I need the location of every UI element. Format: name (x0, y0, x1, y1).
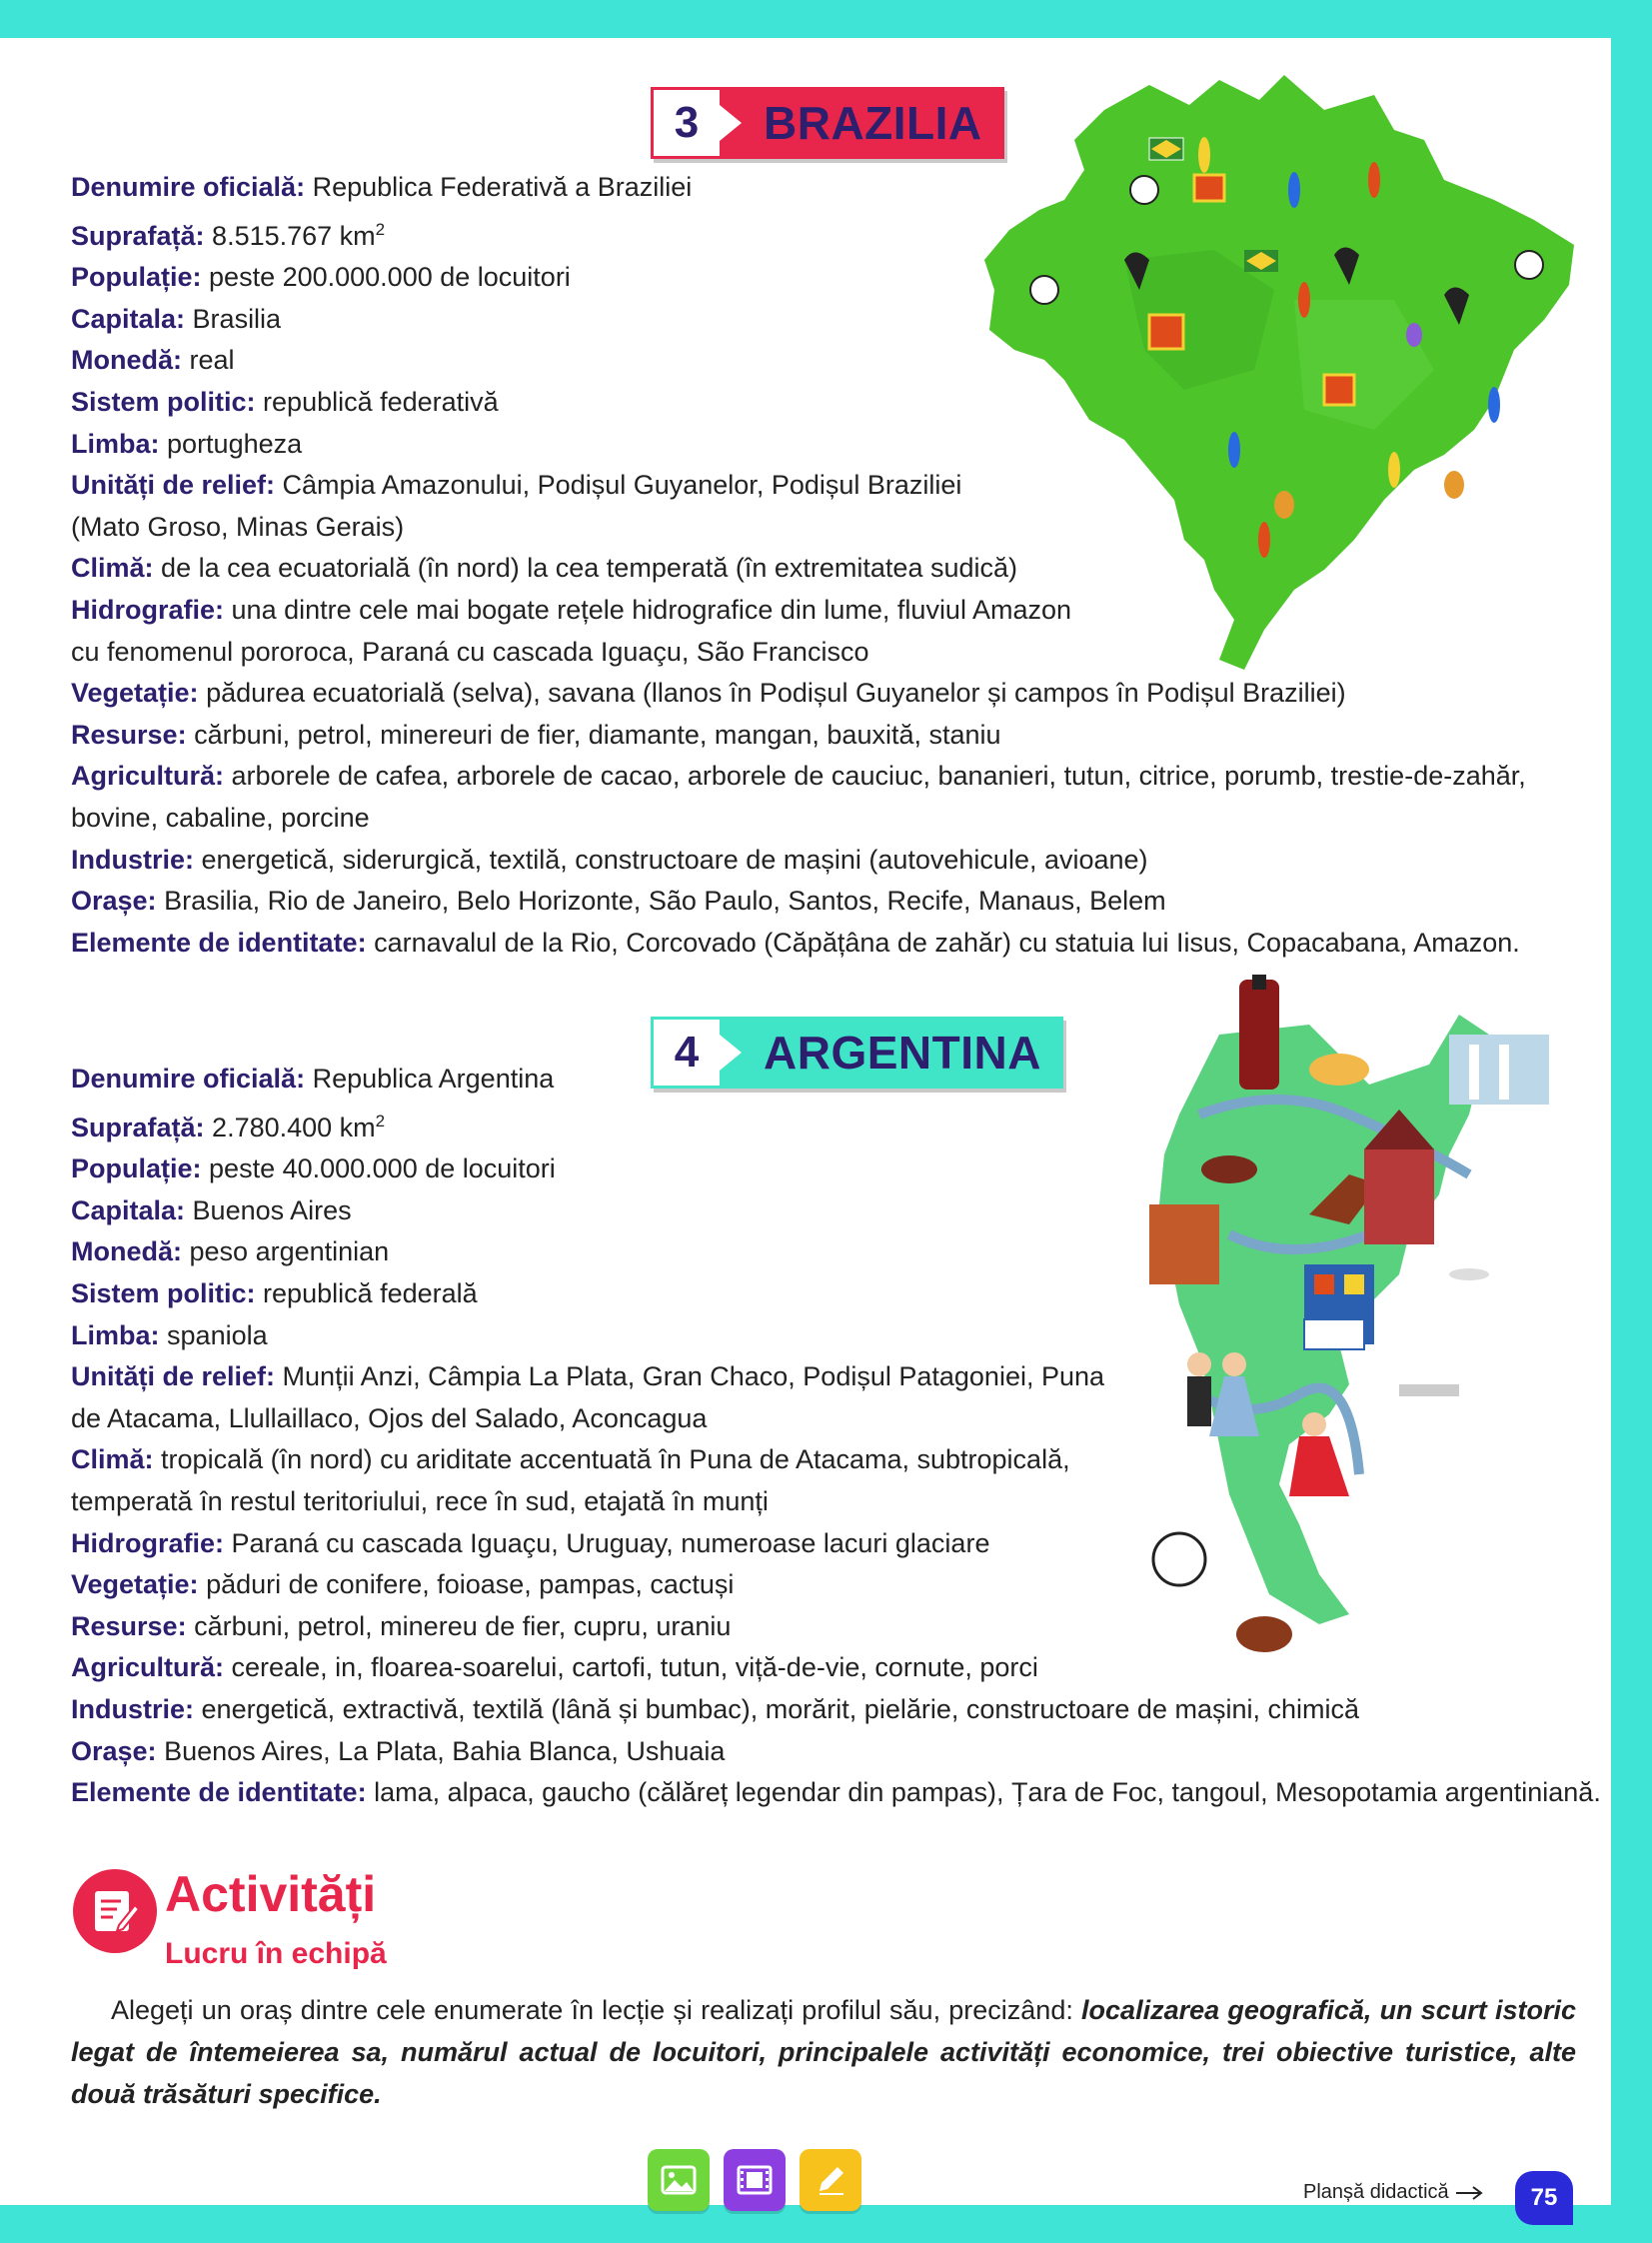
fact-value: temperată în restul teritoriului, rece în sud, etajată în munți (71, 1485, 769, 1516)
fact-value: energetică, siderurgică, textilă, constructoare de mașini (autovehicule, avioane) (201, 844, 1148, 875)
fact-value: peste 200.000.000 de locuitori (209, 262, 571, 293)
fact-value: 8.515.767 km (212, 220, 376, 251)
fact-row (71, 424, 1610, 466)
fact-value: 2.780.400 km (212, 1112, 376, 1142)
film-icon (737, 2165, 773, 2195)
fact-label: Vegetație: (71, 678, 199, 709)
fact-superscript: 2 (375, 219, 386, 239)
fact-label: Sistem politic: (71, 386, 256, 417)
fact-value: cereale, in, floarea-soarelui, cartofi, tutun, viță-de-vie, cornute, porci (231, 1652, 1038, 1683)
fact-row (71, 1148, 1610, 1190)
fact-value: Republica Federativă a Braziliei (312, 172, 693, 202)
activity-text-plain: Alegeți un oraș dintre cele enumerate în lecție și realizați profilul său, precizând: (111, 1995, 1082, 2025)
fact-label: Denumire oficială: (71, 1064, 306, 1094)
fact-row (71, 715, 1610, 757)
fact-row (71, 299, 1610, 341)
fact-label: Capitala: (71, 1194, 186, 1225)
fact-superscript: 2 (375, 1111, 386, 1130)
fact-row (71, 1101, 1610, 1149)
fact-label: Climă: (71, 553, 154, 584)
fact-row (71, 465, 1610, 507)
fact-value: Brasilia (192, 303, 282, 334)
fact-label: Orașe: (71, 1735, 157, 1766)
fact-value: pădurea ecuatorială (selva), savana (llanos în Podișul Guyanelor și campos în Podișul Braziliei) (206, 678, 1346, 709)
fact-value: tropicală (în nord) cu ariditate accentuată în Puna de Atacama, subtropicală, (161, 1444, 1070, 1475)
brazil-number: 3 (651, 87, 720, 159)
right-border (1611, 0, 1652, 2243)
plansa-didactica-link[interactable] (1303, 2181, 1484, 2204)
fact-row (71, 1273, 1610, 1315)
fact-row (71, 1647, 1610, 1689)
edit-button[interactable] (800, 2149, 861, 2211)
fact-label: Elemente de identitate: (71, 1777, 367, 1808)
fact-row (71, 1439, 1610, 1481)
fact-value: cărbuni, petrol, minereuri de fier, diamante, mangan, bauxită, staniu (194, 719, 1001, 750)
fact-value: (Mato Groso, Minas Gerais) (71, 511, 405, 542)
fact-label: Populație: (71, 262, 202, 293)
fact-row (71, 673, 1610, 715)
fact-value: păduri de conifere, foioase, pampas, cactuși (206, 1569, 735, 1600)
resource-buttons (648, 2149, 861, 2211)
fact-label: Industrie: (71, 1693, 195, 1724)
image-icon (661, 2165, 697, 2195)
fact-row (71, 881, 1610, 923)
fact-value: Munții Anzi, Câmpia La Plata, Gran Chaco, Podișul Patagoniei, Puna (282, 1361, 1105, 1392)
activity-subtitle: Lucru în echipă (165, 1937, 387, 1970)
fact-label: Agricultură: (71, 1652, 225, 1683)
fact-value: arborele de cafea, arborele de cacao, arborele de cauciuc, bananieri, tutun, citrice, porumb, trestie-de-zahăr, (231, 761, 1526, 792)
fact-row (71, 382, 1610, 424)
fact-label: Monedă: (71, 1236, 182, 1267)
fact-value: cărbuni, petrol, minereu de fier, cupru, uraniu (194, 1610, 732, 1641)
fact-value: bovine, cabaline, porcine (71, 802, 370, 833)
fact-value: Buenos Aires, La Plata, Bahia Blanca, Ushuaia (164, 1735, 726, 1766)
argentina-title: ARGENTINA (720, 1017, 1063, 1089)
activity-title: Activități (165, 1866, 377, 1922)
video-button[interactable] (724, 2149, 786, 2211)
fact-value: carnavalul de la Rio, Corcovado (Căpățâna de zahăr) cu statuia lui Iisus, Copacabana, Amazon. (374, 927, 1520, 958)
fact-label: Vegetație: (71, 1569, 199, 1600)
fact-value: cu fenomenul pororoca, Paraná cu cascada Iguaçu, São Francisco (71, 636, 869, 667)
fact-label: Suprafață: (71, 220, 205, 251)
fact-value: Republica Argentina (312, 1064, 555, 1094)
plansa-label: Planșă didactică (1303, 2181, 1449, 2203)
fact-value: Brasilia, Rio de Janeiro, Belo Horizonte, São Paulo, Santos, Recife, Manaus, Belem (164, 886, 1166, 917)
fact-label: Hidrografie: (71, 1527, 225, 1558)
edit-note-icon (73, 1869, 157, 1953)
fact-label: Hidrografie: (71, 594, 225, 625)
fact-label: Sistem politic: (71, 1277, 256, 1308)
fact-label: Climă: (71, 1444, 154, 1475)
fact-label: Populație: (71, 1153, 202, 1184)
activity-text (71, 1989, 1576, 2115)
fact-row (71, 1190, 1610, 1232)
fact-value: una dintre cele mai bogate rețele hidrografice din lume, fluviul Amazon (231, 594, 1072, 625)
fact-value: de Atacama, Llullaillaco, Ojos del Salado, Aconcagua (71, 1402, 708, 1433)
argentina-number: 4 (651, 1017, 720, 1089)
fact-value: peste 40.000.000 de locuitori (209, 1153, 556, 1184)
fact-label: Capitala: (71, 303, 186, 334)
fact-row (71, 1481, 1610, 1523)
fact-label: Denumire oficială: (71, 172, 306, 202)
fact-value: de la cea ecuatorială (în nord) la cea temperată (în extremitatea sudică) (161, 553, 1017, 584)
fact-label: Limba: (71, 428, 160, 459)
fact-value: republică federativă (263, 386, 499, 417)
fact-row (71, 798, 1610, 840)
brazil-title: BRAZILIA (720, 87, 1004, 159)
page-number: 75 (1515, 2171, 1573, 2225)
fact-value: Câmpia Amazonului, Podișul Guyanelor, Podișul Braziliei (282, 470, 962, 501)
fact-row (71, 167, 1610, 209)
fact-label: Resurse: (71, 719, 187, 750)
fact-row (71, 257, 1610, 299)
activity-text-emphasis: localizarea geografică, un scurt istoric legat de întemeierea sa, numărul actual de locuitori, principalele activități economice, trei obiective turistice, alte două trăsături specifice. (71, 1995, 1576, 2109)
fact-label: Industrie: (71, 844, 195, 875)
fact-row (71, 1398, 1610, 1440)
fact-row (71, 340, 1610, 382)
fact-row (71, 632, 1610, 674)
fact-label: Unități de relief: (71, 470, 276, 501)
fact-value: Paraná cu cascada Iguaçu, Uruguay, numeroase lacuri glaciare (231, 1527, 990, 1558)
fact-label: Resurse: (71, 1610, 187, 1641)
pencil-icon (814, 2163, 847, 2197)
fact-row (71, 1564, 1610, 1606)
arrow-right-icon (1454, 2185, 1484, 2201)
fact-row (71, 840, 1610, 882)
image-button[interactable] (648, 2149, 710, 2211)
fact-row (71, 1315, 1610, 1357)
fact-row (71, 1059, 1610, 1101)
fact-value: Buenos Aires (192, 1194, 352, 1225)
fact-row (71, 1231, 1610, 1273)
fact-row (71, 507, 1610, 549)
fact-label: Suprafață: (71, 1112, 205, 1142)
fact-row (71, 1731, 1610, 1773)
fact-value: energetică, extractivă, textilă (lână și bumbac), morărit, pielărie, constructoare de mașini, chimică (201, 1693, 1360, 1724)
fact-value: lama, alpaca, gaucho (călăreț legendar din pampas), Țara de Foc, tangoul, Mesopotamia argentiniană. (374, 1777, 1601, 1808)
fact-row (71, 548, 1610, 590)
fact-row (71, 923, 1610, 965)
fact-value: portugheza (167, 428, 303, 459)
fact-value: republică federală (263, 1277, 478, 1308)
fact-label: Monedă: (71, 345, 182, 376)
brazil-facts (71, 167, 1610, 964)
fact-value: spaniola (167, 1319, 268, 1350)
fact-label: Orașe: (71, 886, 157, 917)
fact-label: Unități de relief: (71, 1361, 276, 1392)
fact-row (71, 1523, 1610, 1565)
fact-label: Elemente de identitate: (71, 927, 367, 958)
fact-row (71, 209, 1610, 258)
fact-row (71, 590, 1610, 632)
fact-row (71, 756, 1610, 798)
argentina-facts (71, 1059, 1610, 1814)
fact-value: real (189, 345, 235, 376)
fact-label: Limba: (71, 1319, 160, 1350)
fact-label: Agricultură: (71, 761, 225, 792)
fact-row (71, 1356, 1610, 1398)
fact-value: peso argentinian (189, 1236, 390, 1267)
fact-row (71, 1772, 1610, 1814)
fact-row (71, 1689, 1610, 1731)
brazil-header (651, 87, 1004, 159)
fact-row (71, 1606, 1610, 1648)
